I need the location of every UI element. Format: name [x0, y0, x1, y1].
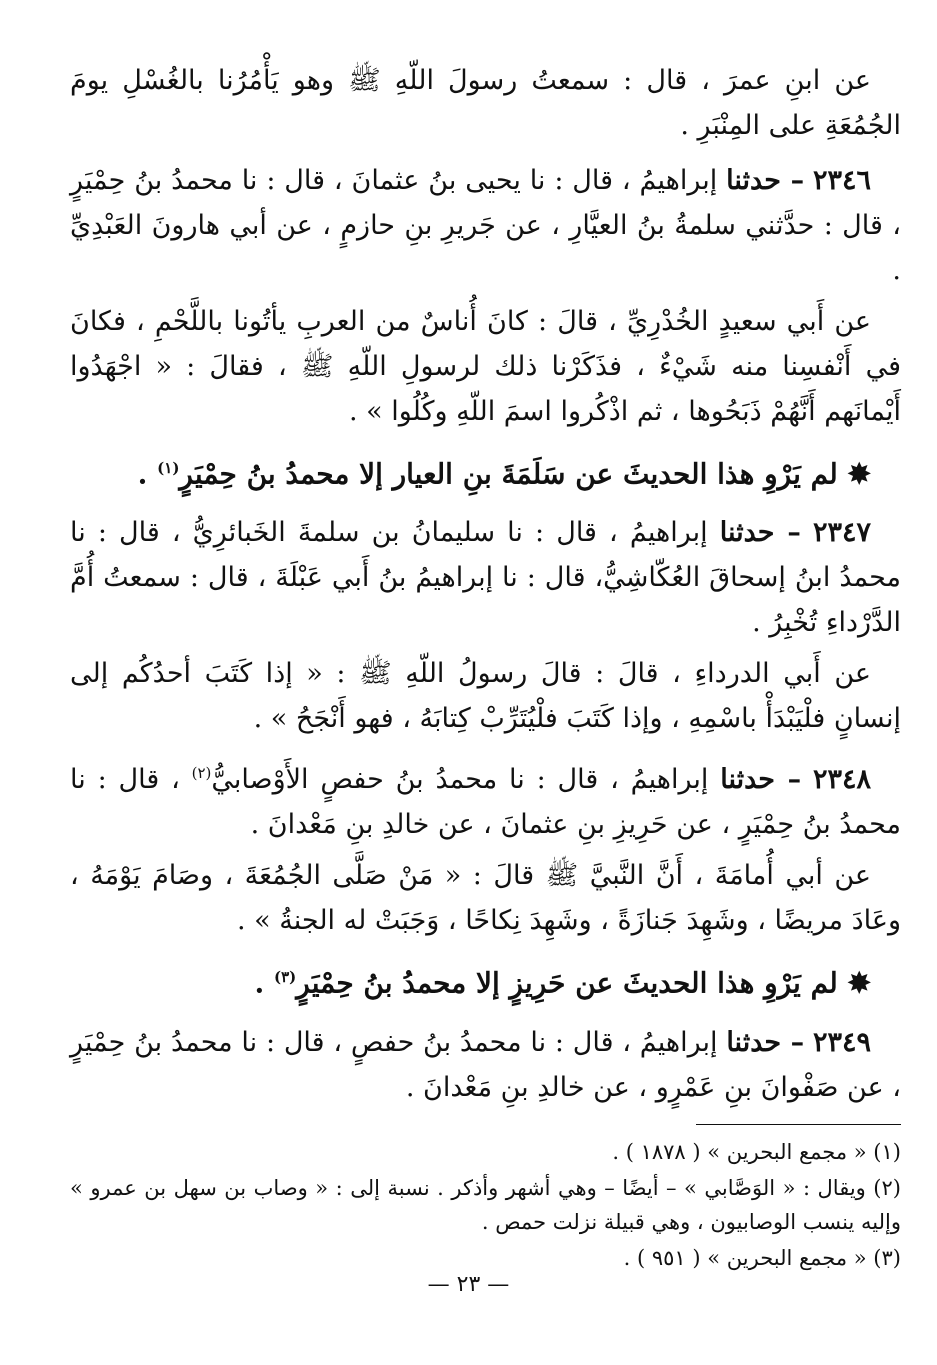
footnote-ref: (٣) [273, 968, 297, 987]
hadith-2348-isnad [70, 751, 901, 847]
hadith-number: ٢٣٤٩ [812, 1026, 871, 1058]
hadith-label: – حدثنا [720, 764, 802, 796]
page-number: — ٢٣ — [427, 1272, 510, 1297]
hadith-number: ٢٣٤٦ [812, 165, 871, 196]
hadith-2346-isnad [70, 158, 901, 293]
footnote-separator [696, 1124, 901, 1125]
footnote-ref: (٢) [191, 764, 212, 783]
note-text: لم يَرْوِ هذا الحديثَ عن سَلَمَةَ بنِ العيار إلا محمدُ بنُ حِمْيَرٍ [179, 457, 838, 491]
note-text: لم يَرْوِ هذا الحديثَ عن حَرِيزٍ إلا محمدُ بنُ حِمْيَرٍ [296, 966, 838, 1000]
note-end: . [137, 457, 158, 491]
note-end: . [254, 966, 274, 1000]
hadith-number: ٢٣٤٧ [812, 517, 871, 549]
hadith-2347-isnad [70, 510, 901, 645]
footnote-1: (١) « مجمع البحرين » ( ١٨٧٨ ) . [612, 1139, 901, 1164]
isnad-text-b: ، قال : نا محمدُ بنُ حِمْيَرٍ ، عن حَرِيزِ بنِ عثمانَ ، عن خالدِ بنِ مَعْدانَ . [70, 764, 901, 841]
isnad-text: إبراهيمُ ، قال : نا محمدُ بنُ حفصٍ ، قال : نا محمدُ بنُ حِمْيَرٍ ، عن صَفْوانَ بنِ عَمْرٍو ، عن خالدِ بنِ مَعْدانَ . [70, 1026, 901, 1103]
editor-note-2 [70, 953, 901, 1007]
editor-note-1 [70, 444, 901, 498]
hadith-text-continued: عن ابنِ عمرَ ، قال : سمعتُ رسولَ اللّهِ ﷺ وهو يَأْمُرُنا بالغُسْلِ يومَ الجُمُعَةِ على المِنْبَرِ . [70, 65, 901, 141]
isnad-text: إبراهيمُ ، قال : نا يحيى بنُ عثمانَ ، قال : نا محمدُ بنُ حِمْيَرٍ ، قال : حدَّثني سلمةُ بنُ العيَّارِ ، عن جَريرِ بنِ حازمٍ ، عن أبي هارونَ العَبْدِيِّ . [70, 165, 901, 286]
star-icon: ✸ [847, 457, 871, 491]
star-icon: ✸ [847, 966, 871, 1000]
hadith-label: – حدثنا [726, 1026, 805, 1058]
hadith-2349-isnad [70, 1020, 901, 1110]
hadith-2346-matn: عن أَبي سعيدٍ الخُدْرِيِّ ، قالَ : كانَ أُناسٌ من العربِ يأتُونا باللَّحْمِ ، فكانَ في أَنْفسِنا منه شَيْءٌ ، فذَكَرْنا ذلك لرسولِ اللّهِ ﷺ ، فقالَ : « اجْهَدُوا أَيْمانَهم أَنَّهُمْ ذَبَحُوها ، ثم اذْكُروا اسمَ اللّهِ وكُلُوا » . [70, 306, 901, 427]
footnote-ref: (١) [157, 459, 180, 477]
isnad-text: إبراهيمُ ، قال : نا محمدُ بنُ حفصٍ الأَوْصابيُّ [211, 764, 709, 796]
footnote-2: (٢) ويقال : « الوَصَّابي » – أيضًا – وهي أشهر وأذكر . نسبة إلى : « وصاب بن سهل بن عمرو » وإليه ينسب الوصابيون ، وهي قبيلة نزلت حمص . [70, 1175, 901, 1234]
hadith-number: ٢٣٤٨ [813, 764, 872, 796]
hadith-2347-matn: عن أَبي الدرداءِ ، قالَ : قالَ رسولُ اللّهِ ﷺ : « إذا كَتَبَ أحدُكُم إلى إنسانٍ فلْيَبْدَأْ باسْمِهِ ، وإذا كَتَبَ فلْيُتَرِّبْ كِتابَهُ ، فهو أَنْجَحُ » . [70, 658, 901, 735]
isnad-text: إبراهيمُ ، قال : نا سليمانُ بن سلمةَ الخَبائرِيُّ ، قال : نا محمدُ ابنُ إسحاقَ العُكّاشِيُّ، قال : نا إبراهيمُ بنُ أَبي عَبْلَةَ ، قال : سمعتُ أُمَّ الدَّرْداءِ تُخْبِرُ . [70, 517, 901, 639]
hadith-label: – حدثنا [726, 165, 805, 196]
hadith-2348-matn: عن أبي أُمامَةَ ، أَنَّ النَّبيَّ ﷺ قالَ : « مَنْ صَلَّى الجُمُعَةَ ، وصَامَ يَوْمَهُ ، وعَادَ مريضًا ، وشَهِدَ جَنازَةً ، وشَهِدَ نِكاحًا ، وَجَبَتْ له الجنةُ » . [70, 860, 901, 937]
hadith-label: – حدثنا [719, 517, 801, 549]
footnote-3: (٣) « مجمع البحرين » ( ٩٥١ ) . [623, 1245, 901, 1270]
